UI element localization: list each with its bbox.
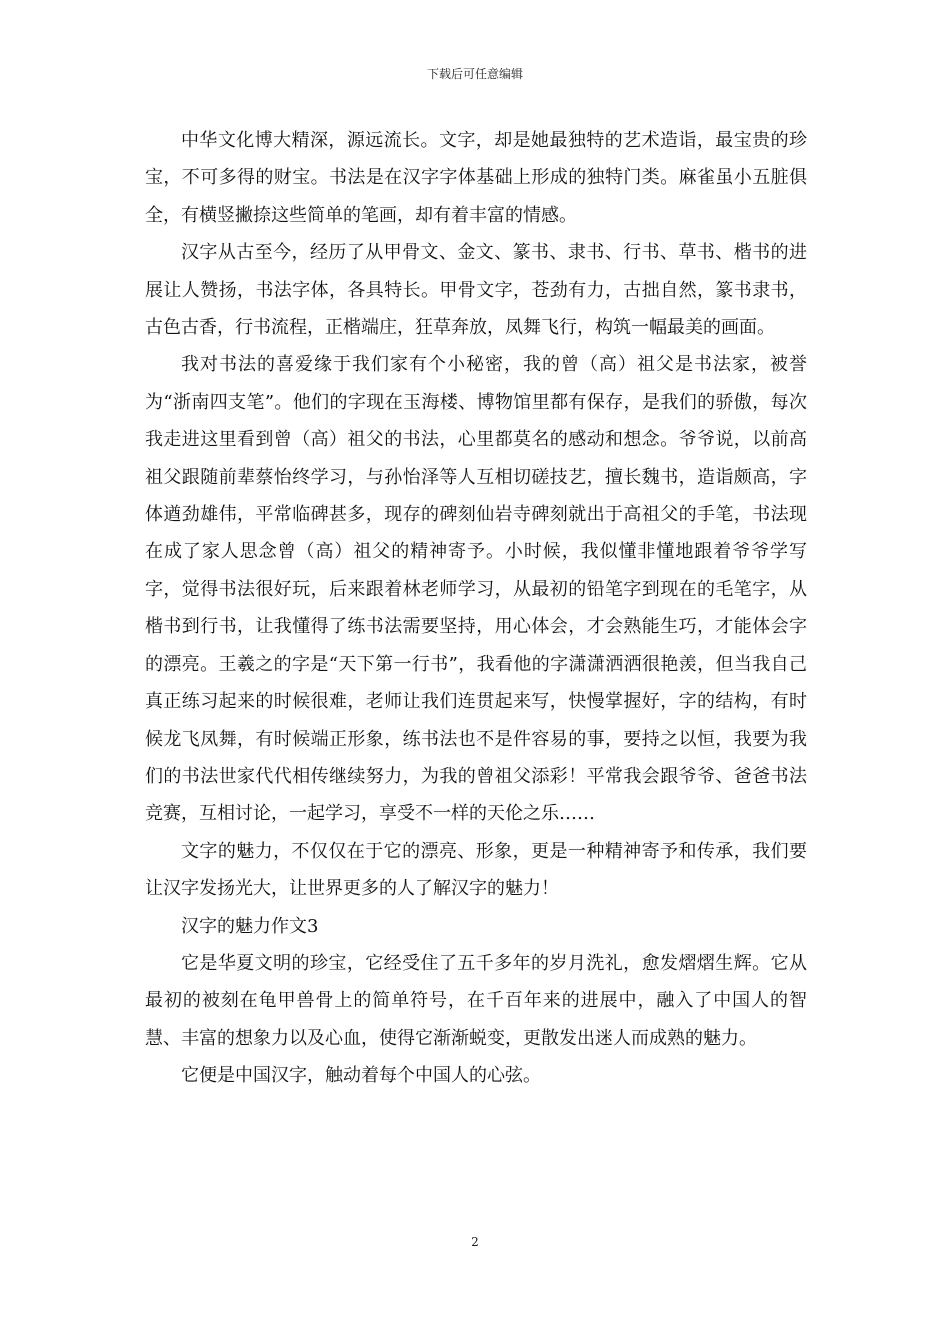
page-number: 2	[471, 1235, 479, 1249]
page-header: 下载后可任意编辑	[426, 67, 523, 81]
paragraph: 中华文化博大精深，源远流长。文字，却是她最独特的艺术造诣，最宝贵的珍宝，不可多得的财宝。书法是在汉字字体基础上形成的独特门类。麻雀虽小五脏俱全，有横竖撇捺这些简单的笔画，却有着丰富的情感。	[145, 130, 807, 226]
document-body	[145, 122, 807, 1095]
paragraph: 我对书法的喜爱缘于我们家有个小秘密，我的曾（高）祖父是书法家，被誉为“浙南四支笔”。他们的字现在玉海楼、博物馆里都有保存，是我们的骄傲，每次我走进这里看到曾（高）祖父的书法，心里都莫名的感动和想念。爷爷说，以前高祖父跟随前辈蔡怡终学习，与孙怡泽等人互相切磋技艺，擅长魏书，造诣颇高，字体遒劲雄伟，平常临碑甚多，现存的碑刻仙岩寺碑刻就出于高祖父的手笔，书法现在成了家人思念曾（高）祖父的精神寄予。小时候，我似懂非懂地跟着爷爷学写字，觉得书法很好玩，后来跟着林老师学习，从最初的铅笔字到现在的毛笔字，从楷书到行书，让我懂得了练书法需要坚持，用心体会，才会熟能生巧，才能体会字的漂亮。王羲之的字是“天下第一行书”，我看他的字潇潇洒洒很艳羡，但当我自己真正练习起来的时候很难，老师让我们连贯起来写，快慢掌握好，字的结构，有时候龙飞凤舞，有时候端正形象，练书法也不是件容易的事，要持之以恒，我要为我们的书法世家代代相传继续努力，为我的曾祖父添彩！平常我会跟爷爷、爸爸书法竞赛，互相讨论，一起学习，享受不一样的天伦之乐……	[145, 354, 807, 825]
paragraph: 文字的魅力，不仅仅在于它的漂亮、形象，更是一种精神寄予和传承，我们要让汉字发扬光大，让世界更多的人了解汉字的魅力！	[145, 840, 807, 900]
paragraph: 它便是中国汉字，触动着每个中国人的心弦。	[181, 1065, 541, 1087]
paragraph: 它是华夏文明的珍宝，它经受住了五千多年的岁月洗礼，愈发熠熠生辉。它从最初的被刻在龟甲兽骨上的简单符号，在千百年来的进展中，融入了中国人的智慧、丰富的想象力以及心血，使得它渐渐蜕变，更散发出迷人而成熟的魅力。	[145, 952, 807, 1049]
section-heading: 汉字的魅力作文3	[181, 915, 319, 937]
paragraph: 汉字从古至今，经历了从甲骨文、金文、篆书、隶书、行书、草书、楷书的进展让人赞扬，书法字体，各具特长。甲骨文字，苍劲有力，古拙自然，篆书隶书，古色古香，行书流程，正楷端庄，狂草奔放，凤舞飞行，构筑一幅最美的画面。	[145, 242, 807, 339]
